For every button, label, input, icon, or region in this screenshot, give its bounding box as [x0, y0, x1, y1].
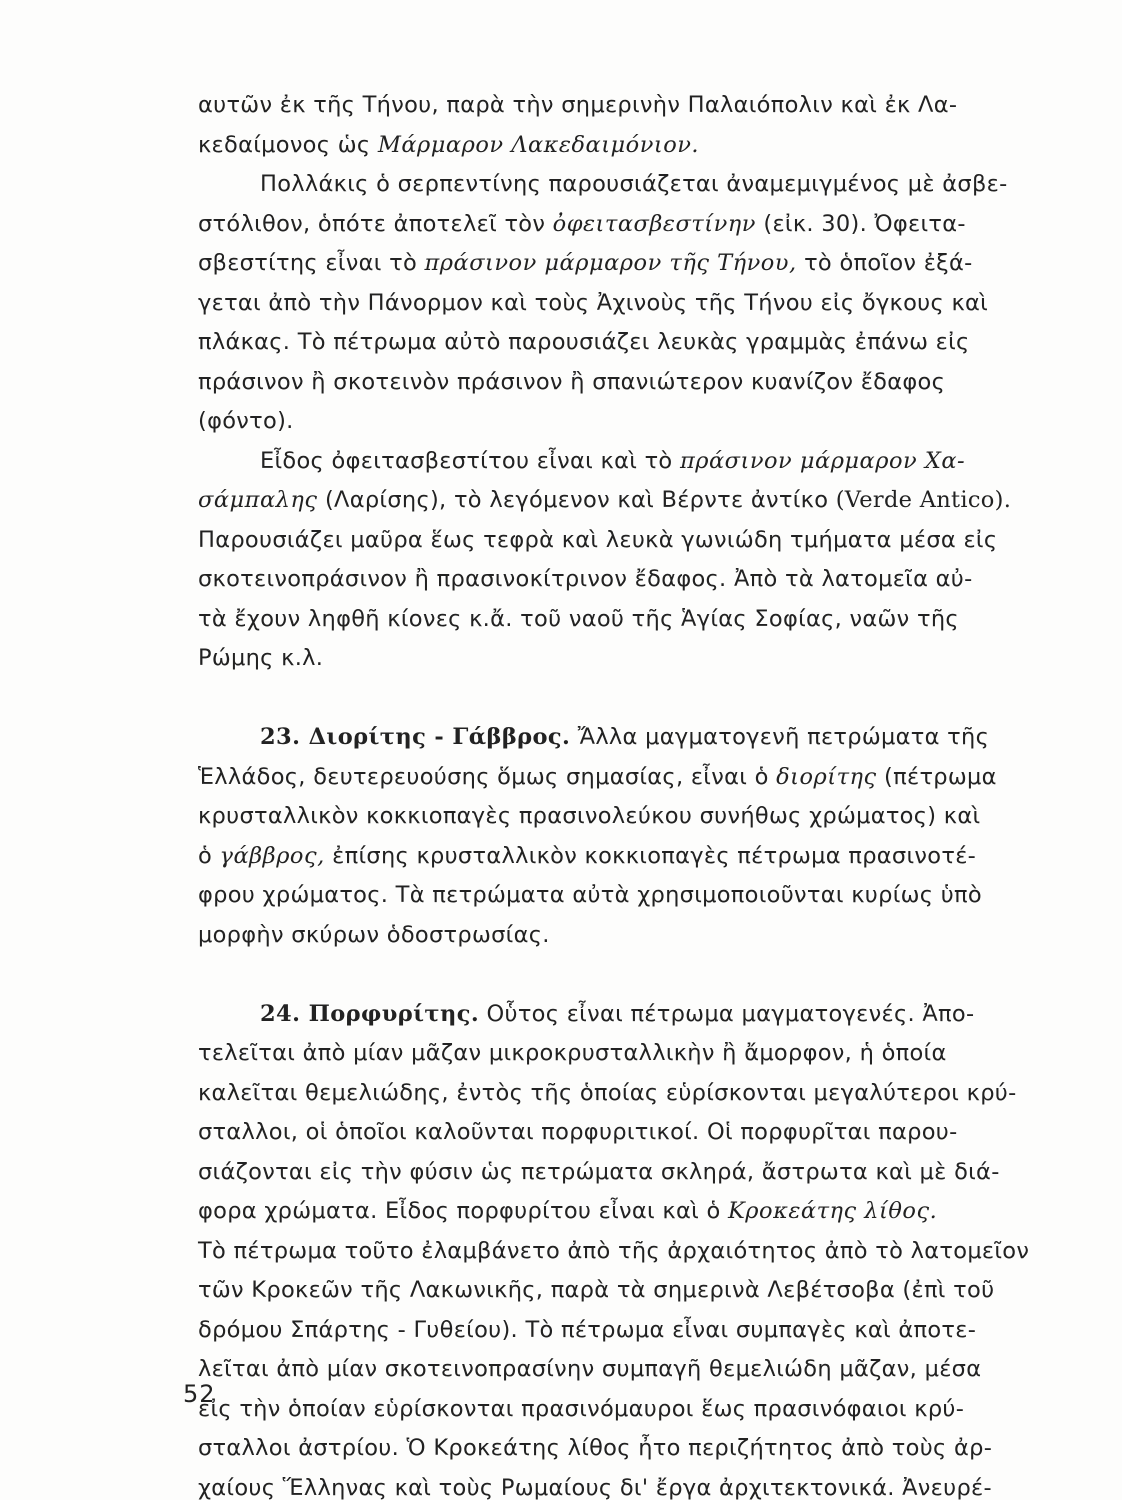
text-line: τῶν Κροκεῶν τῆς Λακωνικῆς, παρὰ τὰ σημερινὰ Λεβέτσοβα (ἐπὶ τοῦ: [198, 1271, 1072, 1311]
text-line: [198, 205, 1072, 245]
text-line: [198, 442, 1072, 482]
italic-term: σάμπαλης: [198, 487, 318, 513]
italic-term: διορίτης: [776, 764, 877, 790]
text-run: φορα χρώματα. Εἶδος πορφυρίτου εἶναι καὶ ὁ: [198, 1198, 728, 1224]
text-line: [198, 718, 1072, 758]
italic-term: Κροκεάτης λίθος.: [728, 1198, 937, 1224]
text-line: κρυσταλλικὸν κοκκιοπαγὲς πρασινολεύκου συνήθως χρώματος) καὶ: [198, 797, 1072, 837]
text-line: σταλλοι, οἱ ὁποῖοι καλοῦνται πορφυριτικοί. Οἱ πορφυρῖται παρου-: [198, 1113, 1072, 1153]
text-run: Ἑλλάδος, δευτερευούσης ὅμως σημασίας, εἶναι ὁ: [198, 764, 776, 790]
text-run: σβεστίτης εἶναι τὸ: [198, 250, 424, 276]
text-run: τὸ ὁποῖον ἐξά-: [797, 250, 973, 276]
text-line: πράσινον ἢ σκοτεινὸν πράσινον ἢ σπανιώτερον κυανίζον ἔδαφος: [198, 363, 1072, 403]
text-line: σταλλοι ἀστρίου. Ὁ Κροκεάτης λίθος ἦτο περιζήτητος ἀπὸ τοὺς ἀρ-: [198, 1429, 1072, 1469]
text-line: δρόμου Σπάρτης - Γυθείου). Τὸ πέτρωμα εἶναι συμπαγὲς καὶ ἀποτε-: [198, 1311, 1072, 1351]
text-line: [198, 995, 1072, 1035]
section-heading: 23. Διορίτης - Γάββρος.: [260, 724, 570, 750]
text-run: στόλιθον, ὁπότε ἀποτελεῖ τὸν: [198, 211, 553, 237]
text-run: Οὗτος εἶναι πέτρωμα μαγματογενές. Ἀπο-: [479, 1001, 974, 1027]
text-line: σιάζονται εἰς τὴν φύσιν ὡς πετρώματα σκληρά, ἄστρωτα καὶ μὲ διά-: [198, 1153, 1072, 1193]
text-line: Τὸ πέτρωμα τοῦτο ἐλαμβάνετο ἀπὸ τῆς ἀρχαιότητος ἀπὸ τὸ λατομεῖον: [198, 1232, 1072, 1272]
text-line: [198, 758, 1072, 798]
text-line: καλεῖται θεμελιώδης, ἐντὸς τῆς ὁποίας εὑρίσκονται μεγαλύτεροι κρύ-: [198, 1074, 1072, 1114]
text-line: Παρουσιάζει μαῦρα ἕως τεφρὰ καὶ λευκὰ γωνιώδη τμήματα μέσα εἰς: [198, 521, 1072, 561]
italic-term: ὀφειτασβεστίνην: [553, 211, 756, 237]
italic-term: Μάρμαρον Λακεδαιμόνιον.: [378, 132, 699, 158]
text-line: Πολλάκις ὁ σερπεντίνης παρουσιάζεται ἀναμεμιγμένος μὲ ἀσβε-: [198, 165, 1072, 205]
italic-term: γάββρος,: [220, 843, 325, 869]
text-line: (φόντο).: [198, 402, 1072, 442]
text-line: πλάκας. Τὸ πέτρωμα αὐτὸ παρουσιάζει λευκὰς γραμμὰς ἐπάνω εἰς: [198, 323, 1072, 363]
text-line: [198, 1192, 1072, 1232]
section-gap: [198, 679, 1072, 719]
body-text: [198, 86, 1072, 1508]
text-line: τελεῖται ἀπὸ μίαν μᾶζαν μικροκρυσταλλικὴν ἢ ἄμορφον, ἡ ὁποία: [198, 1034, 1072, 1074]
text-line: τὰ ἔχουν ληφθῆ κίονες κ.ἄ. τοῦ ναοῦ τῆς Ἁγίας Σοφίας, ναῶν τῆς: [198, 600, 1072, 640]
text-run: (εἰκ. 30). Ὀφειτα-: [756, 211, 966, 237]
text-line: μορφὴν σκύρων ὁδοστρωσίας.: [198, 916, 1072, 956]
text-line: φρου χρώματος. Τὰ πετρώματα αὐτὰ χρησιμοποιοῦνται κυρίως ὑπὸ: [198, 876, 1072, 916]
section-gap: [198, 955, 1072, 995]
text-run: Ἄλλα μαγματογενῆ πετρώματα τῆς: [570, 724, 989, 750]
page-number: 52: [183, 1380, 216, 1408]
text-line: σκοτεινοπράσινον ἢ πρασινοκίτρινον ἔδαφος. Ἀπὸ τὰ λατομεῖα αὐ-: [198, 560, 1072, 600]
italic-term: πράσινον μάρμαρον τῆς Τήνου,: [424, 250, 796, 276]
text-run: (Λαρίσης), τὸ λεγόμενον καὶ Βέρντε ἀντίκο: [318, 487, 836, 513]
text-run: ὁ: [198, 843, 220, 869]
text-line: [198, 837, 1072, 877]
italic-term: πράσινον μάρμαρον Χα-: [680, 448, 965, 474]
text-line: χαίους Ἕλληνας καὶ τοὺς Ρωμαίους δι' ἔργα ἀρχιτεκτονικά. Ἀνευρέ-: [198, 1469, 1072, 1508]
text-line: [198, 126, 1072, 166]
text-line: αυτῶν ἐκ τῆς Τήνου, παρὰ τὴν σημερινὴν Παλαιόπολιν καὶ ἐκ Λα-: [198, 86, 1072, 126]
text-line: γεται ἀπὸ τὴν Πάνορμον καὶ τοὺς Ἀχινοὺς τῆς Τήνου εἰς ὄγκους καὶ: [198, 284, 1072, 324]
text-run: ἐπίσης κρυσταλλικὸν κοκκιοπαγὲς πέτρωμα πρασινοτέ-: [325, 843, 976, 869]
section-heading: 24. Πορφυρίτης.: [260, 1001, 479, 1027]
text-line: λεῖται ἀπὸ μίαν σκοτεινοπρασίνην συμπαγῆ θεμελιώδη μᾶζαν, μέσα: [198, 1350, 1072, 1390]
text-line: [198, 481, 1072, 521]
text-line: [198, 244, 1072, 284]
text-line: εἰς τὴν ὁποίαν εὑρίσκονται πρασινόμαυροι ἕως πρασινόφαιοι κρύ-: [198, 1390, 1072, 1430]
text-line: Ρώμης κ.λ.: [198, 639, 1072, 679]
text-run: Εἶδος ὀφειτασβεστίτου εἶναι καὶ τὸ: [260, 448, 680, 474]
text-run: κεδαίμονος ὡς: [198, 132, 378, 158]
latin-term: (Verde Antico).: [836, 487, 1011, 513]
text-run: (πέτρωμα: [877, 764, 997, 790]
